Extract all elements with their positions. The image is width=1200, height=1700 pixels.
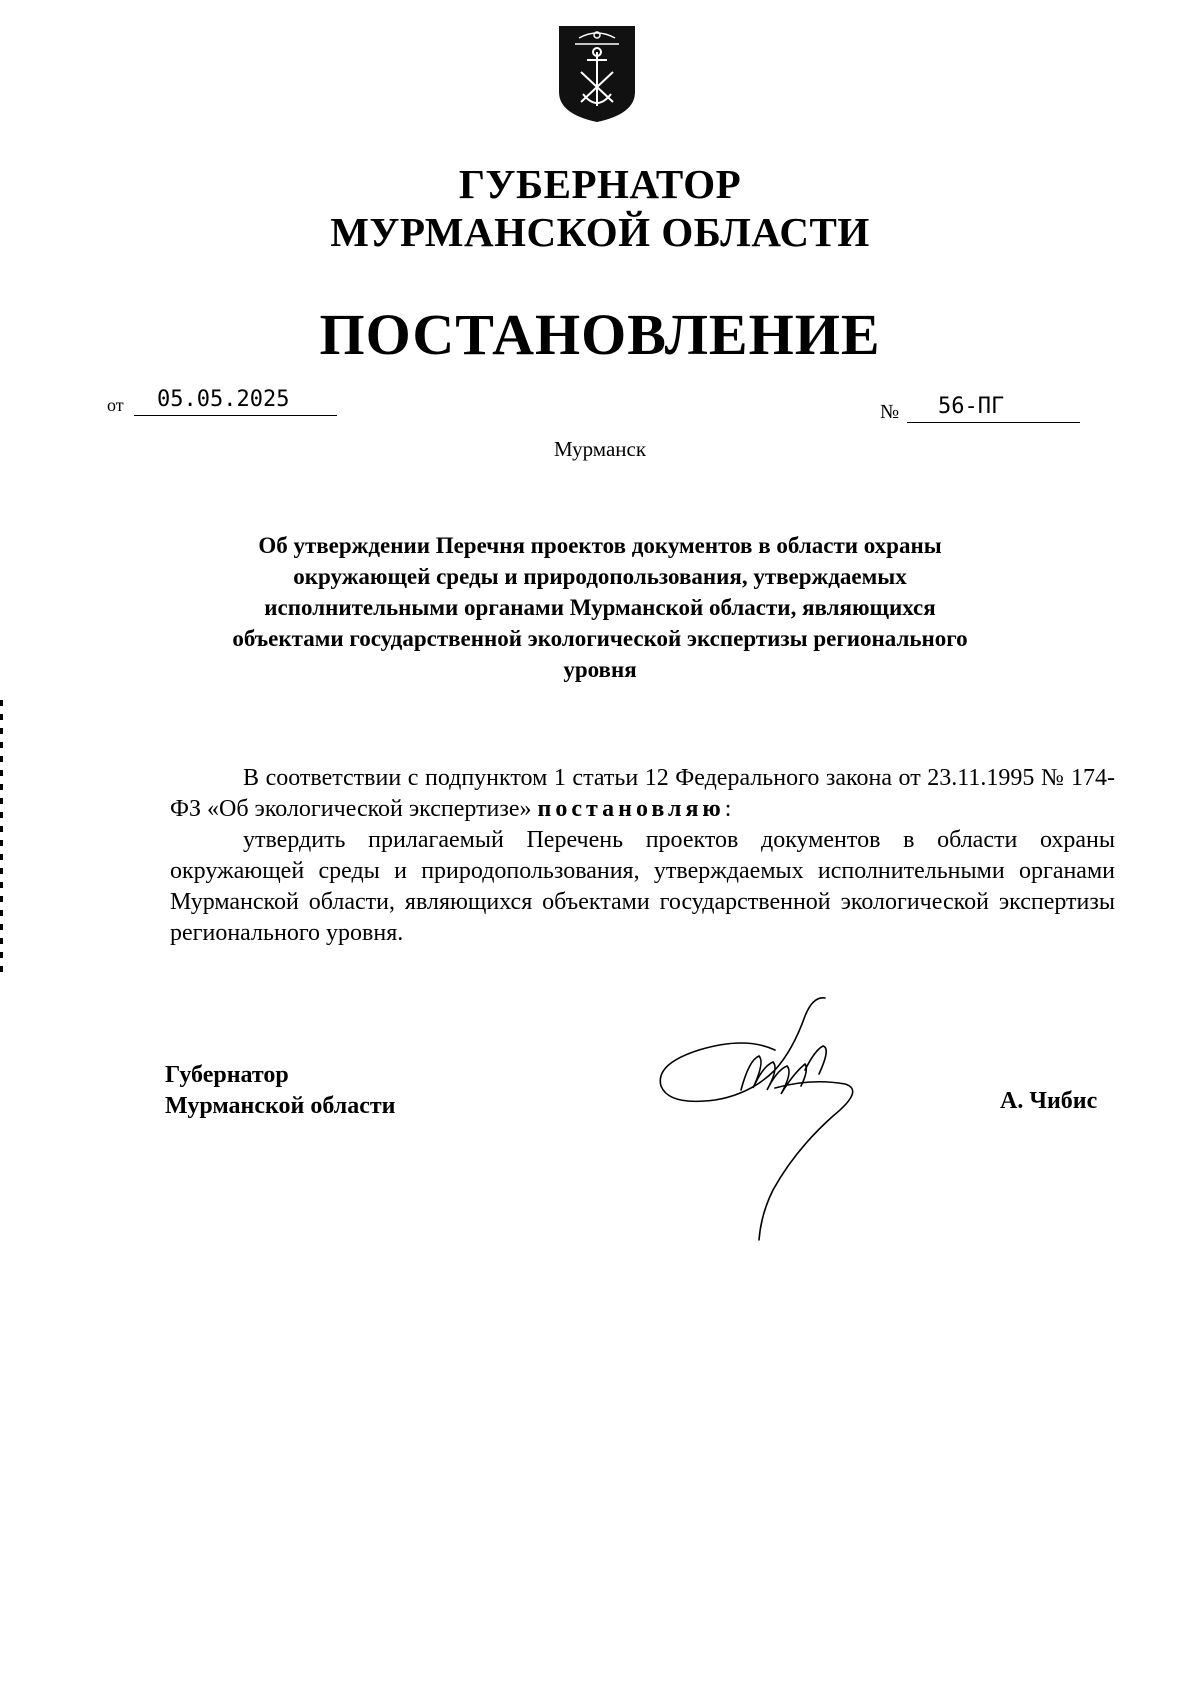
subject-line: уровня	[563, 657, 637, 682]
signatory-position-line2: Мурманской области	[165, 1093, 396, 1119]
signatory-position	[165, 1060, 395, 1122]
issuer-title	[0, 160, 1200, 256]
scan-margin-mark	[0, 700, 3, 980]
subject-line: объектами государственной экологической экспертизы регионального	[232, 626, 968, 651]
number-underline	[907, 422, 1080, 423]
coat-of-arms-icon	[557, 22, 637, 124]
date-underline	[134, 415, 337, 416]
body-paragraph-2: утвердить прилагаемый Перечень проектов документов в области охраны окружающей среды и природопользования, утверждаемых исполнительными органами Мурманской области, являющихся объектами государственной экологической экспертизы регионального уровня.	[170, 827, 1115, 946]
document-type-heading: ПОСТАНОВЛЕНИЕ	[319, 302, 881, 367]
document-body	[170, 763, 1115, 949]
date-prefix: от	[107, 395, 124, 415]
number-value: 56-ПГ	[938, 394, 1005, 419]
subject-line: окружающей среды и природопользования, утверждаемых	[293, 564, 907, 589]
subject-line: исполнительными органами Мурманской области, являющихся	[264, 595, 936, 620]
body-paragraph-1	[170, 763, 1115, 825]
city-label: Мурманск	[553, 437, 647, 461]
issuer-title-line2: МУРМАНСКОЙ ОБЛАСТИ	[330, 209, 870, 255]
number-field	[880, 392, 1080, 424]
body-paragraph-1-end: :	[724, 796, 732, 822]
number-prefix: №	[880, 401, 900, 423]
resolution-keyword: постановляю	[537, 796, 725, 822]
signatory-position-line1: Губернатор	[165, 1062, 289, 1088]
handwritten-signature-icon	[655, 990, 890, 1250]
body-paragraph-1-text: В соответствии с подпунктом 1 статьи 12 Федерального закона от 23.11.1995 № 174-ФЗ «Об экологической экспертизе»	[170, 765, 1115, 822]
issuer-title-line1: ГУБЕРНАТОР	[458, 161, 742, 207]
date-value: 05.05.2025	[157, 387, 290, 412]
document-subject	[170, 530, 1030, 685]
signatory-name: А. Чибис	[1000, 1088, 1098, 1114]
date-field	[107, 386, 337, 418]
subject-line: Об утверждении Перечня проектов документов в области охраны	[258, 533, 942, 558]
